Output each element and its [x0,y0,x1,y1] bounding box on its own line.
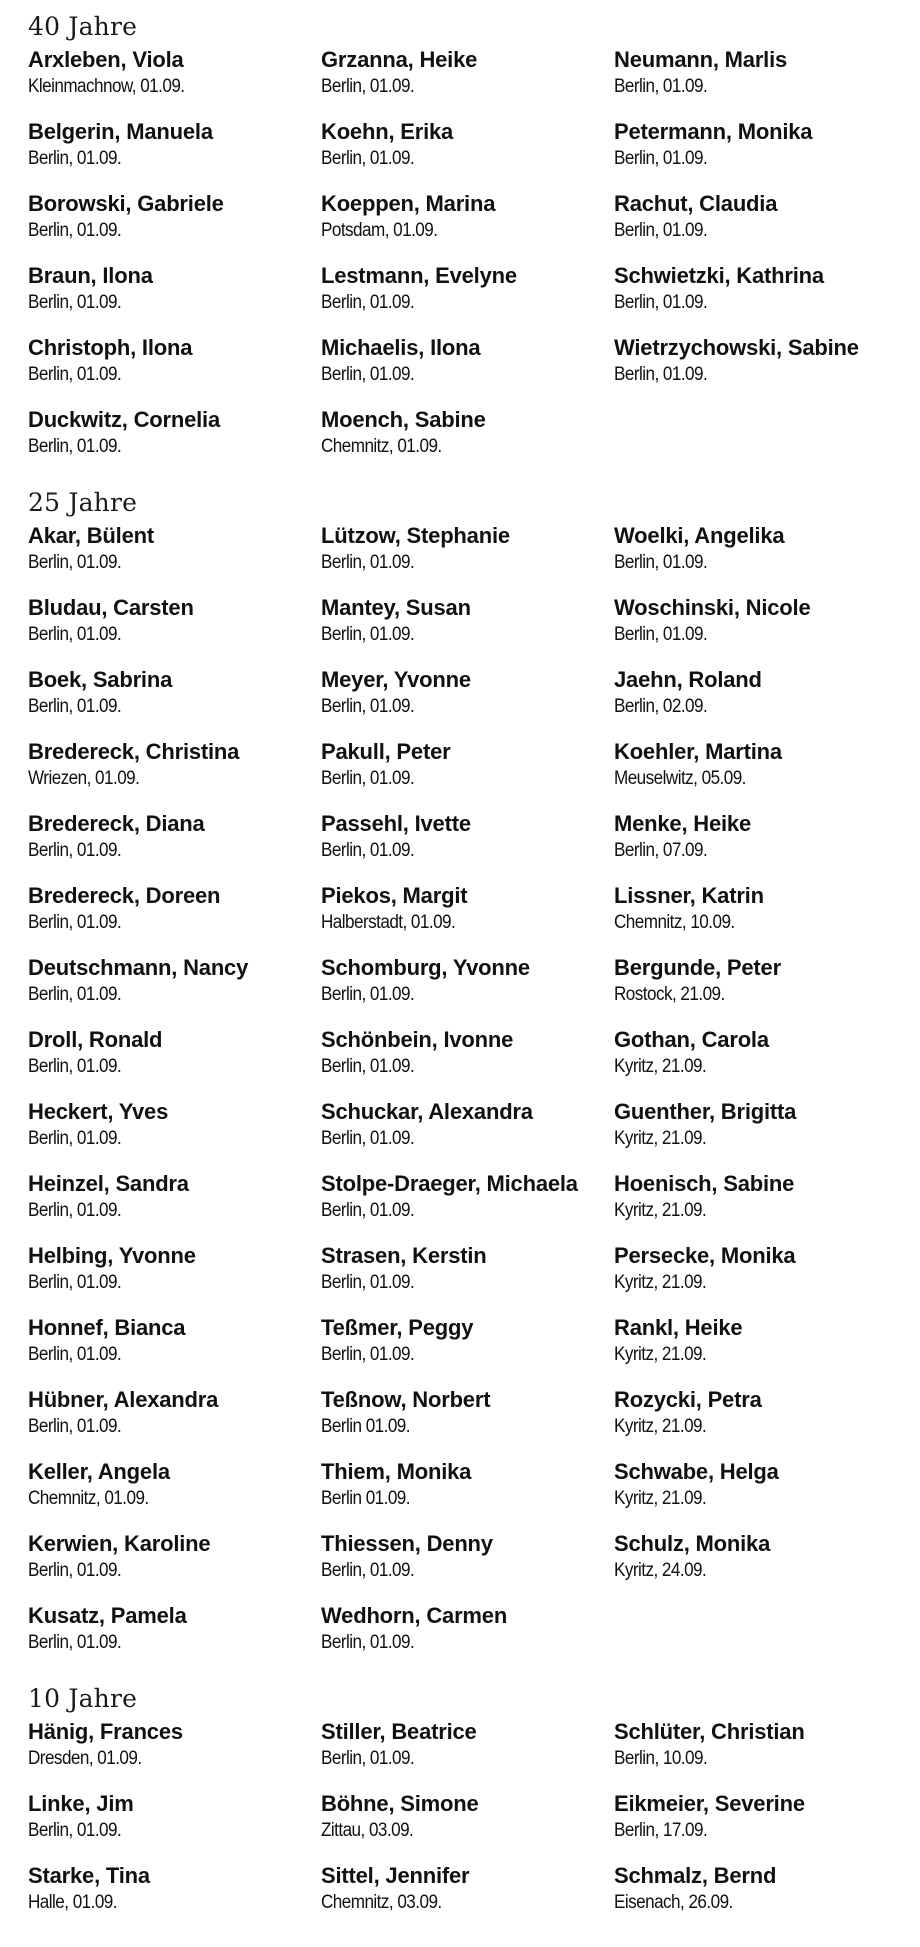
person-name: Persecke, Monika [614,1243,796,1268]
person-name: Lützow, Stephanie [321,523,510,548]
person-entry [28,666,321,738]
person-entry [614,1386,914,1458]
person-place-date: Kyritz, 21.09. [614,1272,707,1293]
person-name: Duckwitz, Cornelia [28,407,220,432]
person-place-date: Berlin, 01.09. [28,292,122,313]
person-entry [321,1242,614,1314]
person-entry [28,1862,321,1934]
person-entry [614,334,914,406]
person-place-date: Berlin, 01.09. [28,1056,122,1077]
person-name: Koehler, Martina [614,739,782,764]
person-place-date: Berlin, 01.09. [614,624,708,645]
person-name: Grzanna, Heike [321,47,478,72]
person-entry [321,262,614,334]
person-name: Wedhorn, Carmen [321,1603,508,1628]
person-entry [28,954,321,1026]
person-place-date: Berlin, 17.09. [614,1820,708,1841]
person-name: Rankl, Heike [614,1315,743,1340]
person-name: Lissner, Katrin [614,883,764,908]
person-name: Thiessen, Denny [321,1531,493,1556]
person-place-date: Kleinmachnow, 01.09. [28,76,185,97]
person-entry [28,738,321,810]
person-place-date: Berlin, 01.09. [321,840,415,861]
person-place-date: Berlin, 01.09. [28,552,122,573]
person-place-date: Berlin, 01.09. [321,1200,415,1221]
person-name: Moench, Sabine [321,407,486,432]
person-entry [614,190,914,262]
person-name: Droll, Ronald [28,1027,163,1052]
person-entry [614,1530,914,1602]
person-place-date: Berlin, 01.09. [321,768,415,789]
person-place-date: Berlin, 01.09. [28,1128,122,1149]
person-name: Teßnow, Norbert [321,1387,491,1412]
person-place-date: Berlin, 01.09. [321,76,415,97]
person-place-date: Rostock, 21.09. [614,984,725,1005]
person-entry [28,190,321,262]
person-entry [321,954,614,1026]
person-entry [321,46,614,118]
person-name: Schmalz, Bernd [614,1863,777,1888]
person-entry [28,46,321,118]
person-place-date: Berlin, 01.09. [28,364,122,385]
person-entry [321,118,614,190]
person-entry [28,1242,321,1314]
person-place-date: Chemnitz, 01.09. [321,436,442,457]
entry-grid [28,1718,918,1934]
person-name: Kerwien, Karoline [28,1531,211,1556]
person-name: Starke, Tina [28,1863,150,1888]
person-name: Koehn, Erika [321,119,454,144]
person-place-date: Halle, 01.09. [28,1892,118,1913]
person-entry [28,594,321,666]
person-entry [321,1458,614,1530]
person-place-date: Kyritz, 24.09. [614,1560,707,1581]
person-name: Sittel, Jennifer [321,1863,470,1888]
person-place-date: Berlin, 01.09. [28,220,122,241]
person-place-date: Berlin, 01.09. [614,292,708,313]
person-place-date: Kyritz, 21.09. [614,1416,707,1437]
person-name: Thiem, Monika [321,1459,472,1484]
person-place-date: Chemnitz, 01.09. [28,1488,149,1509]
person-place-date: Berlin, 01.09. [321,1748,415,1769]
person-place-date: Berlin, 01.09. [321,552,415,573]
person-place-date: Berlin, 01.09. [28,696,122,717]
person-place-date: Berlin, 01.09. [614,148,708,169]
person-name: Strasen, Kerstin [321,1243,487,1268]
person-place-date: Berlin, 10.09. [614,1748,708,1769]
person-place-date: Chemnitz, 10.09. [614,912,735,933]
person-name: Schwietzki, Kathrina [614,263,824,288]
person-name: Keller, Angela [28,1459,170,1484]
person-name: Piekos, Margit [321,883,468,908]
person-place-date: Berlin, 01.09. [28,1200,122,1221]
person-place-date: Berlin, 01.09. [28,1820,122,1841]
person-name: Mantey, Susan [321,595,471,620]
person-name: Koeppen, Marina [321,191,496,216]
person-entry [28,118,321,190]
person-place-date: Berlin, 01.09. [28,912,122,933]
person-place-date: Berlin, 01.09. [28,984,122,1005]
section-heading: 25 Jahre [28,488,138,517]
section-heading: 10 Jahre [28,1684,138,1713]
person-entry [614,594,914,666]
person-entry [321,1314,614,1386]
person-entry [28,1718,321,1790]
person-place-date: Kyritz, 21.09. [614,1488,707,1509]
person-place-date: Berlin, 01.09. [28,148,122,169]
person-name: Michaelis, Ilona [321,335,481,360]
person-entry [28,1026,321,1098]
person-name: Bredereck, Diana [28,811,205,836]
person-entry [28,1098,321,1170]
person-place-date: Berlin, 01.09. [614,552,708,573]
person-name: Pakull, Peter [321,739,451,764]
entry-grid [28,46,918,478]
person-place-date: Berlin, 01.09. [321,984,415,1005]
person-name: Gothan, Carola [614,1027,769,1052]
person-place-date: Dresden, 01.09. [28,1748,142,1769]
person-entry [614,882,914,954]
person-name: Rachut, Claudia [614,191,778,216]
person-name: Rozycki, Petra [614,1387,762,1412]
person-place-date: Berlin, 01.09. [321,364,415,385]
person-place-date: Berlin, 01.09. [321,148,415,169]
person-name: Helbing, Yvonne [28,1243,196,1268]
person-entry [321,1530,614,1602]
person-entry [321,1386,614,1458]
person-place-date: Kyritz, 21.09. [614,1200,707,1221]
person-name: Jaehn, Roland [614,667,762,692]
person-name: Schulz, Monika [614,1531,771,1556]
person-entry [614,738,914,810]
person-name: Schomburg, Yvonne [321,955,530,980]
person-entry [28,406,321,478]
person-entry [614,262,914,334]
person-place-date: Meuselwitz, 05.09. [614,768,746,789]
person-name: Bredereck, Doreen [28,883,221,908]
person-entry [28,1170,321,1242]
person-entry [614,1458,914,1530]
person-place-date: Berlin, 01.09. [28,1344,122,1365]
person-entry [28,334,321,406]
person-name: Honnef, Bianca [28,1315,186,1340]
anniversary-list [28,8,918,1934]
person-name: Heinzel, Sandra [28,1171,189,1196]
person-entry [321,1098,614,1170]
anniversary-section [28,484,918,1674]
person-name: Akar, Bülent [28,523,154,548]
person-name: Lestmann, Evelyne [321,263,517,288]
person-entry [28,1458,321,1530]
person-name: Linke, Jim [28,1791,134,1816]
person-place-date: Kyritz, 21.09. [614,1128,707,1149]
person-name: Heckert, Yves [28,1099,169,1124]
person-name: Arxleben, Viola [28,47,184,72]
person-entry [614,1170,914,1242]
person-place-date: Halberstadt, 01.09. [321,912,456,933]
person-name: Woschinski, Nicole [614,595,811,620]
person-entry [321,522,614,594]
person-place-date: Berlin, 01.09. [614,364,708,385]
person-entry [28,1386,321,1458]
person-place-date: Berlin, 01.09. [321,1344,415,1365]
person-place-date: Berlin, 01.09. [321,624,415,645]
person-entry [614,1718,914,1790]
person-name: Schwabe, Helga [614,1459,779,1484]
person-name: Borowski, Gabriele [28,191,224,216]
person-name: Wietrzychowski, Sabine [614,335,859,360]
person-entry [321,406,614,478]
person-entry [28,522,321,594]
person-place-date: Kyritz, 21.09. [614,1344,707,1365]
person-entry [614,522,914,594]
person-place-date: Berlin, 01.09. [28,436,122,457]
person-name: Bergunde, Peter [614,955,781,980]
anniversary-section [28,8,918,478]
person-name: Deutschmann, Nancy [28,955,249,980]
person-place-date: Eisenach, 26.09. [614,1892,733,1913]
person-place-date: Berlin, 01.09. [28,1560,122,1581]
person-name: Teßmer, Peggy [321,1315,474,1340]
person-name: Hoenisch, Sabine [614,1171,795,1196]
person-place-date: Berlin, 01.09. [614,76,708,97]
person-entry [321,810,614,882]
person-name: Hübner, Alexandra [28,1387,219,1412]
section-heading: 40 Jahre [28,12,138,41]
person-name: Petermann, Monika [614,119,813,144]
person-place-date: Potsdam, 01.09. [321,220,438,241]
person-name: Woelki, Angelika [614,523,785,548]
person-entry [321,1170,614,1242]
person-entry [321,190,614,262]
person-place-date: Berlin, 01.09. [28,840,122,861]
person-entry [321,1602,614,1674]
person-entry [321,594,614,666]
person-place-date: Berlin, 01.09. [28,1272,122,1293]
person-entry [614,666,914,738]
person-entry [28,1530,321,1602]
person-entry [28,1314,321,1386]
person-entry [28,1602,321,1674]
person-entry [614,118,914,190]
person-entry [321,1790,614,1862]
person-entry [28,1790,321,1862]
person-place-date: Berlin, 02.09. [614,696,708,717]
person-entry [321,882,614,954]
person-entry [614,1026,914,1098]
person-entry [321,1862,614,1934]
person-entry [614,1862,914,1934]
person-place-date: Berlin, 01.09. [321,1632,415,1653]
person-place-date: Berlin 01.09. [321,1488,411,1509]
person-place-date: Berlin, 01.09. [28,624,122,645]
person-place-date: Wriezen, 01.09. [28,768,140,789]
person-name: Bredereck, Christina [28,739,240,764]
person-entry [614,1242,914,1314]
person-name: Menke, Heike [614,811,752,836]
person-place-date: Kyritz, 21.09. [614,1056,707,1077]
person-name: Böhne, Simone [321,1791,479,1816]
person-name: Guenther, Brigitta [614,1099,797,1124]
person-name: Eikmeier, Severine [614,1791,805,1816]
person-place-date: Berlin, 01.09. [321,292,415,313]
person-place-date: Berlin, 01.09. [321,1056,415,1077]
person-entry [614,954,914,1026]
person-entry [321,334,614,406]
person-entry [614,810,914,882]
person-entry [28,882,321,954]
person-entry [614,1098,914,1170]
person-name: Belgerin, Manuela [28,119,213,144]
entry-grid [28,522,918,1674]
person-name: Schlüter, Christian [614,1719,805,1744]
person-place-date: Berlin, 01.09. [321,696,415,717]
person-name: Schuckar, Alexandra [321,1099,533,1124]
person-name: Stolpe-Draeger, Michaela [321,1171,578,1196]
person-place-date: Berlin, 01.09. [321,1560,415,1581]
person-name: Kusatz, Pamela [28,1603,187,1628]
person-place-date: Berlin, 01.09. [28,1416,122,1437]
person-place-date: Zittau, 03.09. [321,1820,414,1841]
person-name: Christoph, Ilona [28,335,193,360]
person-entry [321,738,614,810]
person-name: Boek, Sabrina [28,667,173,692]
anniversary-section [28,1680,918,1934]
person-name: Bludau, Carsten [28,595,194,620]
person-entry [321,666,614,738]
person-name: Neumann, Marlis [614,47,788,72]
person-entry [614,46,914,118]
person-entry [321,1026,614,1098]
person-name: Meyer, Yvonne [321,667,471,692]
person-entry [614,1314,914,1386]
person-entry [614,1790,914,1862]
person-name: Hänig, Frances [28,1719,183,1744]
person-entry [321,1718,614,1790]
person-place-date: Chemnitz, 03.09. [321,1892,442,1913]
person-place-date: Berlin, 01.09. [28,1632,122,1653]
person-name: Stiller, Beatrice [321,1719,477,1744]
person-entry [28,262,321,334]
person-place-date: Berlin 01.09. [321,1416,411,1437]
person-name: Braun, Ilona [28,263,153,288]
person-place-date: Berlin, 01.09. [321,1272,415,1293]
person-name: Passehl, Ivette [321,811,471,836]
person-place-date: Berlin, 07.09. [614,840,708,861]
person-entry [28,810,321,882]
person-place-date: Berlin, 01.09. [321,1128,415,1149]
person-place-date: Berlin, 01.09. [614,220,708,241]
person-name: Schönbein, Ivonne [321,1027,514,1052]
